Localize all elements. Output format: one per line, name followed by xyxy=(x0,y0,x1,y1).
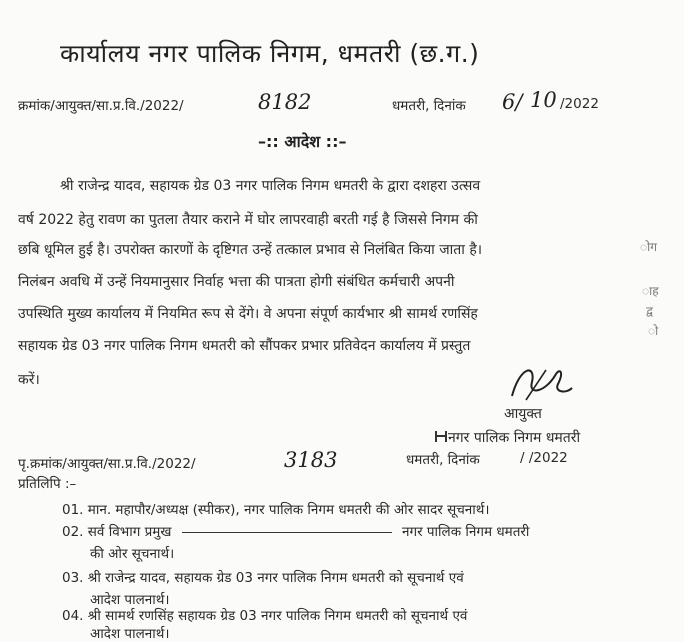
copy-item-text: मान. महापौर/अध्यक्ष (स्पीकर), नगर पालिक निगम धमतरी की ओर सादर सूचनार्थ। xyxy=(87,502,490,518)
order-heading: –:: आदेश ::– xyxy=(258,132,347,151)
copy-item-number: 04. xyxy=(62,608,84,624)
copy-reference-handwritten: 3183 xyxy=(284,448,338,472)
copy-item-number: 02. xyxy=(62,524,84,540)
copy-item-continuation: आदेश पालनार्थ। xyxy=(90,592,170,608)
body-line: सहायक ग्रेड 03 नगर पालिक निगम धमतरी को सौंपकर प्रभार प्रतिवेदन कार्यालय में प्रस्तुत xyxy=(18,338,471,354)
margin-text: ोग xyxy=(640,240,657,254)
copy-list-item xyxy=(62,500,490,518)
body-line: छबि धूमिल हुई है। उपरोक्त कारणों के दृष्टिगत उन्हें तत्काल प्रभाव से निलंबित किया जाता है। xyxy=(18,242,483,258)
copy-item-continuation: आदेश पालनार्थ। xyxy=(90,626,170,642)
body-line: श्री राजेन्द्र यादव, सहायक ग्रेड 03 नगर पालिक निगम धमतरी के द्वारा दशहरा उत्सव xyxy=(60,178,481,194)
reference-number-prefix: क्रमांक/आयुक्त/सा.प्र.वि./2022/ xyxy=(18,98,184,114)
copy-list-item xyxy=(62,522,529,540)
body-line: निलंबन अवधि में उन्हें नियमानुसार निर्वाह भत्ता की पात्रता होगी संबंधित कर्मचारी अपनी xyxy=(18,274,455,290)
copy-date-blank: / /2022 xyxy=(520,450,568,466)
copy-item-number: 03. xyxy=(62,570,84,586)
signatory-title: आयुक्त xyxy=(504,406,542,422)
signature-mark xyxy=(506,362,576,404)
margin-text: ाह xyxy=(642,284,659,298)
signatory-organization: नगर पालिक निगम धमतरी xyxy=(448,430,581,446)
margin-text: द्व xyxy=(646,304,653,318)
copy-item-continuation: की ओर सूचनार्थ। xyxy=(90,546,175,562)
signature-stamp-mark xyxy=(434,428,448,447)
copy-item-text: सर्व विभाग प्रमुख xyxy=(87,524,172,540)
date-day-handwritten: 6/ xyxy=(502,90,523,114)
copy-to-label: प्रतिलिपि :– xyxy=(18,476,77,492)
body-line: वर्ष 2022 हेतु रावण का पुतला तैयार कराने में घोर लापरवाही बरती गई है जिससे निगम की xyxy=(18,212,478,228)
copy-reference-prefix: पृ.क्रमांक/आयुक्त/सा.प्र.वि./2022/ xyxy=(18,456,196,472)
copy-list-item xyxy=(62,568,464,586)
place-date-label: धमतरी, दिनांक xyxy=(392,98,466,114)
copy-item-text: श्री राजेन्द्र यादव, सहायक ग्रेड 03 नगर पालिक निगम धमतरी को सूचनार्थ एवं xyxy=(87,570,464,586)
blank-line xyxy=(182,532,392,533)
copy-place-date-label: धमतरी, दिनांक xyxy=(406,452,480,468)
copy-item-text: श्री सामर्थ रणसिंह सहायक ग्रेड 03 नगर पालिक निगम धमतरी को सूचनार्थ एवं xyxy=(87,608,468,624)
body-line: करें। xyxy=(18,372,40,388)
date-year: /2022 xyxy=(560,96,599,112)
body-line: उपस्थिति मुख्य कार्यालय में नियमित रूप से देंगे। वे अपना संपूर्ण कार्यभार श्री सामर्थ रणसिंह xyxy=(18,306,478,322)
copy-item-text-after: नगर पालिक निगम धमतरी xyxy=(401,524,530,540)
copy-list-item xyxy=(62,606,467,624)
margin-text: ो xyxy=(648,324,659,338)
copy-item-number: 01. xyxy=(62,502,84,518)
date-month-handwritten: 10 xyxy=(530,88,557,112)
reference-number-handwritten: 8182 xyxy=(258,90,312,114)
office-title: कार्यालय नगर पालिक निगम, धमतरी (छ.ग.) xyxy=(60,39,480,68)
